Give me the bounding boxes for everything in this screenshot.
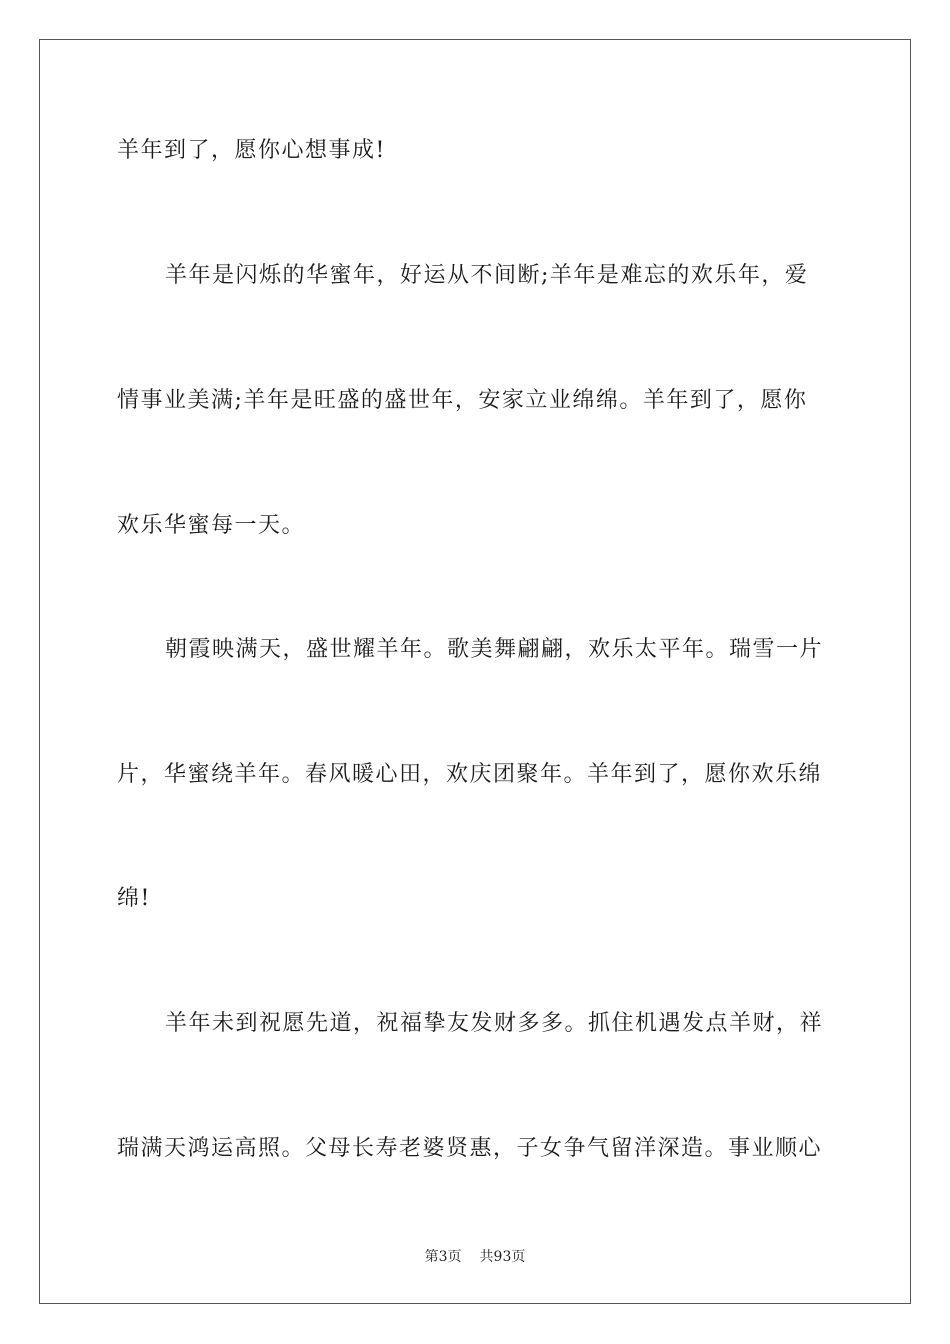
paragraph-line: 情事业美满;羊年是旺盛的盛世年，安家立业绵绵。羊年到了，愿你 <box>117 388 808 413</box>
paragraph-line: 羊年到了，愿你心想事成! <box>117 138 386 163</box>
page-total: 共93页 <box>479 1249 526 1265</box>
paragraph-line: 欢乐华蜜每一天。 <box>117 513 306 538</box>
paragraph-line: 绵! <box>117 886 151 911</box>
page-footer <box>0 1247 950 1267</box>
paragraph-line: 羊年是闪烁的华蜜年，好运从不间断;羊年是难忘的欢乐年，爱 <box>165 263 809 288</box>
page-number: 第3页 <box>424 1249 462 1265</box>
paragraph-line: 羊年未到祝愿先道，祝福挚友发财多多。抓住机遇发点羊财，祥 <box>165 1011 824 1036</box>
page-frame <box>39 39 911 1304</box>
paragraph-line: 朝霞映满天，盛世耀羊年。歌美舞翩翩，欢乐太平年。瑞雪一片 <box>165 637 824 662</box>
paragraph-line: 片，华蜜绕羊年。春风暖心田，欢庆团聚年。羊年到了，愿你欢乐绵 <box>117 762 823 787</box>
paragraph-line: 瑞满天鸿运高照。父母长寿老婆贤惠，子女争气留洋深造。事业顺心 <box>117 1136 823 1161</box>
